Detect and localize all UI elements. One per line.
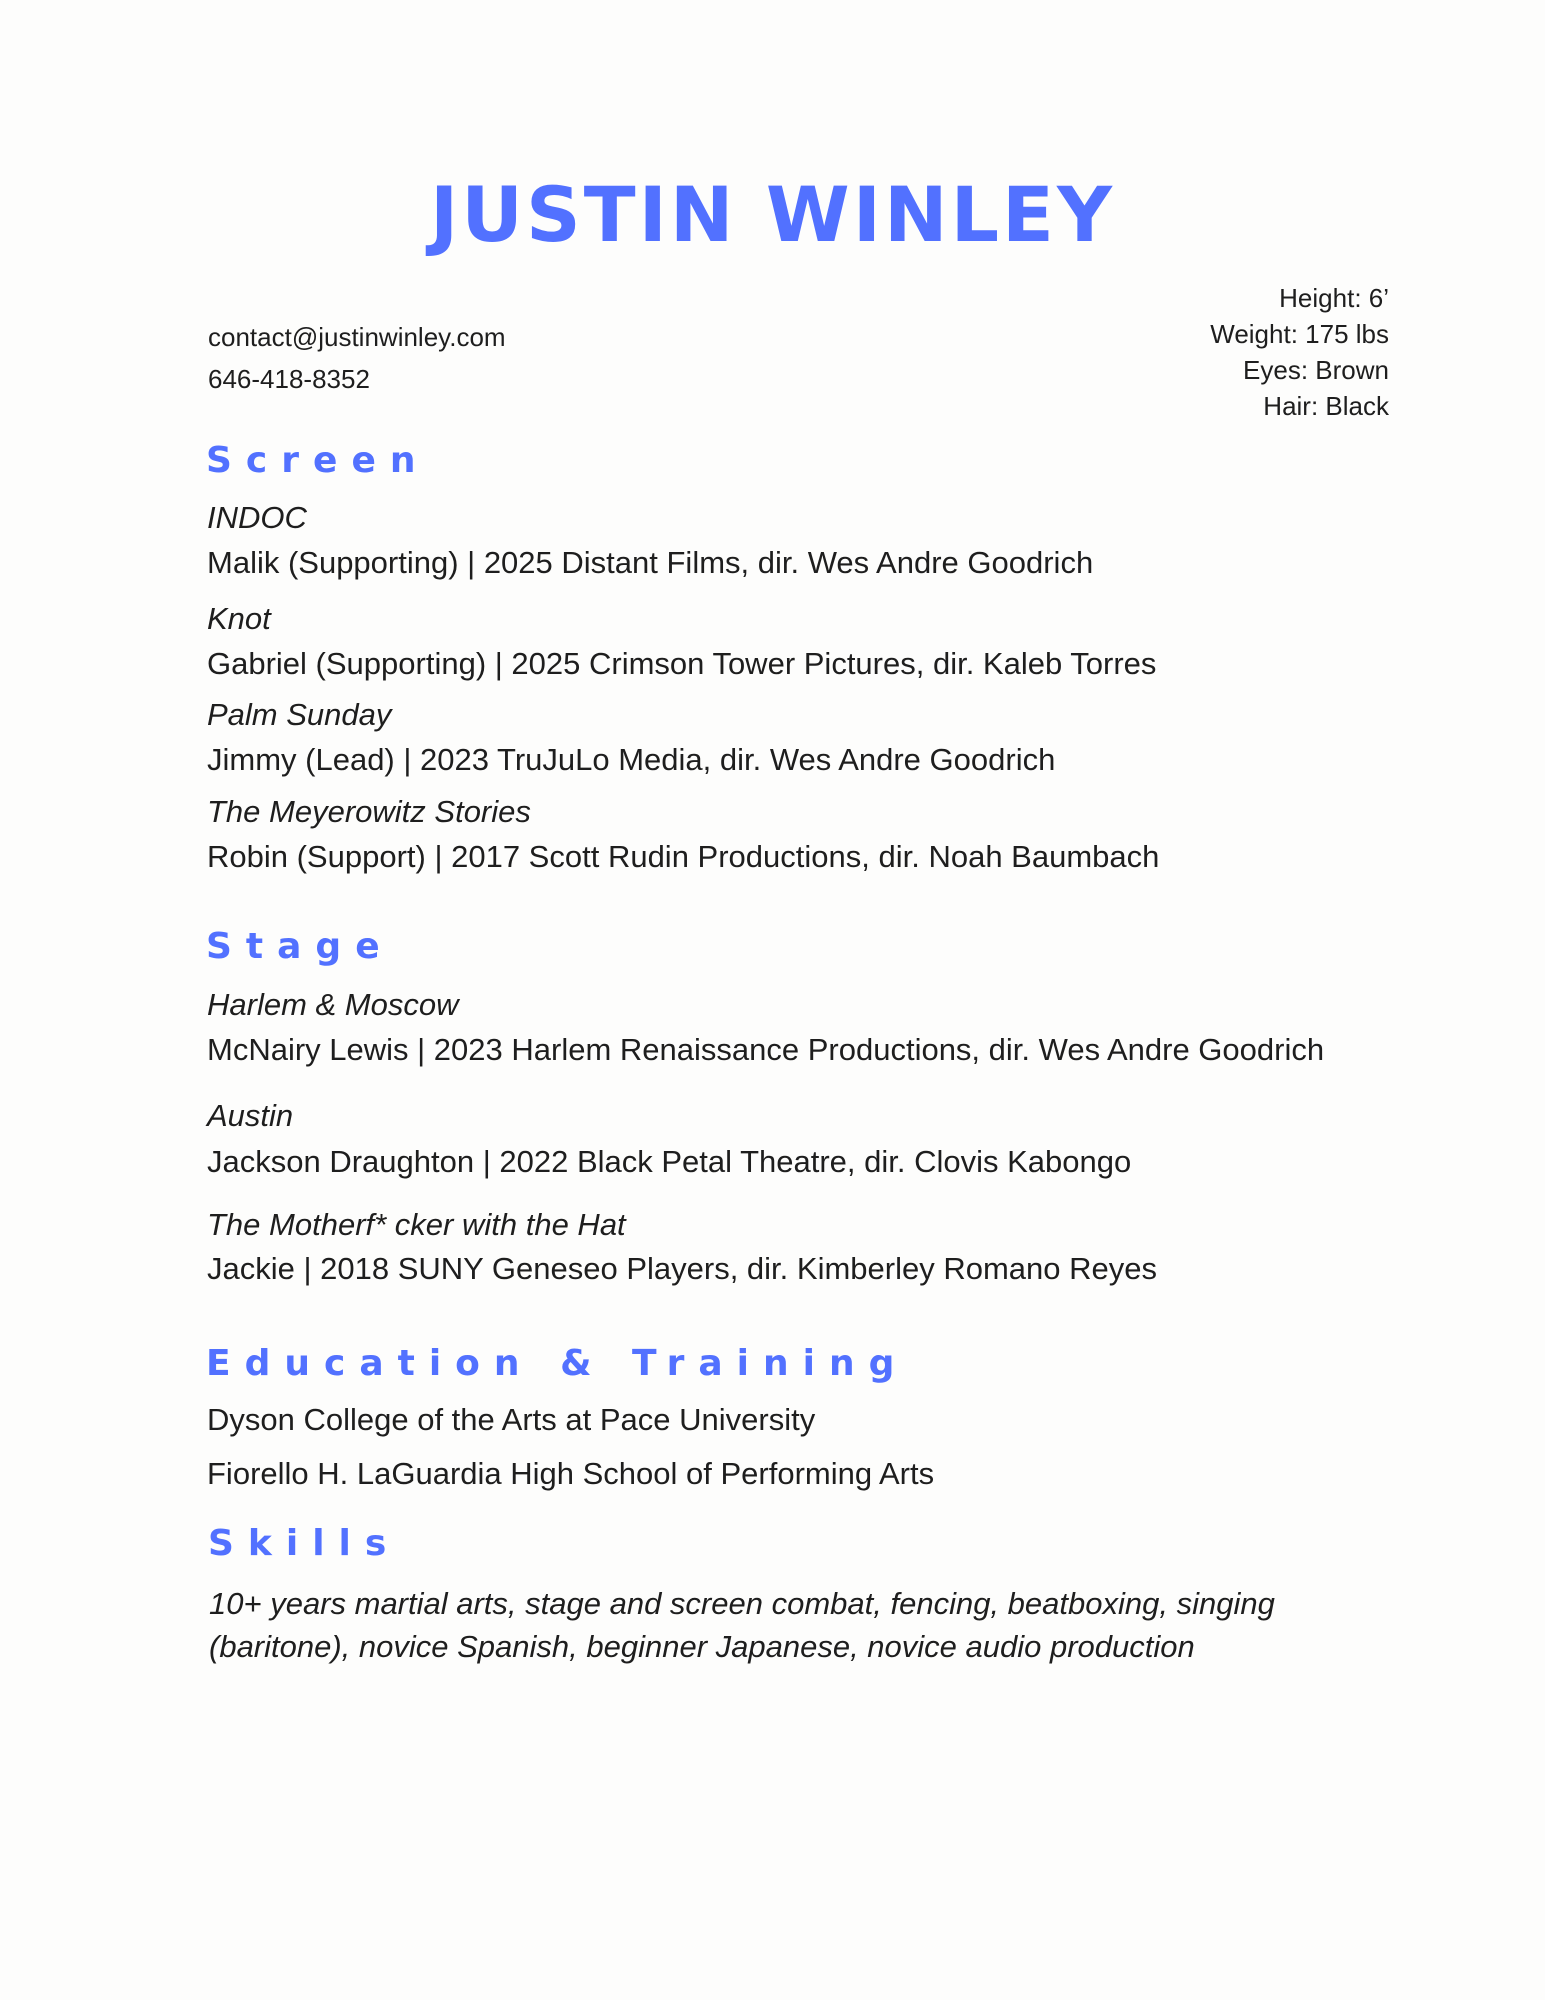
screen-entry-title: Palm Sunday	[207, 697, 392, 732]
stage-entry-credit: McNairy Lewis | 2023 Harlem Renaissance Productions, dir. Wes Andre Goodrich	[207, 1032, 1325, 1067]
education-item: Dyson College of the Arts at Pace University	[207, 1402, 816, 1437]
physical-stats	[1210, 280, 1389, 424]
screen-entry-credit: Robin (Support) | 2017 Scott Rudin Productions, dir. Noah Baumbach	[207, 839, 1160, 874]
education-item: Fiorello H. LaGuardia High School of Performing Arts	[207, 1456, 935, 1491]
stage-entry-credit: Jackson Draughton | 2022 Black Petal Theatre, dir. Clovis Kabongo	[207, 1144, 1132, 1179]
screen-entry-credit: Gabriel (Supporting) | 2025 Crimson Tower Pictures, dir. Kaleb Torres	[207, 646, 1157, 681]
stage-entry-credit: Jackie | 2018 SUNY Geneseo Players, dir. Kimberley Romano Reyes	[207, 1251, 1157, 1286]
screen-entry-title: The Meyerowitz Stories	[207, 794, 531, 829]
stage-entry-title: Harlem & Moscow	[207, 987, 459, 1022]
height-text: Height: 6’	[1279, 283, 1389, 313]
screen-entry-title: INDOC	[207, 500, 307, 535]
stage-entry-title: The Motherf* cker with the Hat	[207, 1207, 626, 1242]
skills-heading: Skills	[208, 1523, 401, 1564]
skills-text: 10+ years martial arts, stage and screen combat, fencing, beatboxing, singing (baritone), novice Spanish, beginner Japanese, novice audio production	[209, 1586, 1275, 1664]
contact-block	[208, 316, 506, 400]
phone-text: 646-418-8352	[208, 364, 370, 394]
weight-text: Weight: 175 lbs	[1210, 319, 1389, 349]
screen-entry-credit: Jimmy (Lead) | 2023 TruJuLo Media, dir. Wes Andre Goodrich	[207, 742, 1056, 777]
screen-heading: Screen	[206, 440, 430, 481]
stage-entry-title: Austin	[207, 1098, 294, 1133]
stage-heading: Stage	[206, 926, 394, 967]
screen-entry-credit: Malik (Supporting) | 2025 Distant Films, dir. Wes Andre Goodrich	[207, 545, 1094, 580]
hair-text: Hair: Black	[1263, 391, 1389, 421]
name-heading: JUSTIN WINLEY	[430, 170, 1115, 259]
eyes-text: Eyes: Brown	[1243, 355, 1389, 385]
education-heading: Education & Training	[206, 1343, 909, 1384]
screen-entry-title: Knot	[207, 601, 271, 636]
email-text: contact@justinwinley.com	[208, 322, 506, 352]
